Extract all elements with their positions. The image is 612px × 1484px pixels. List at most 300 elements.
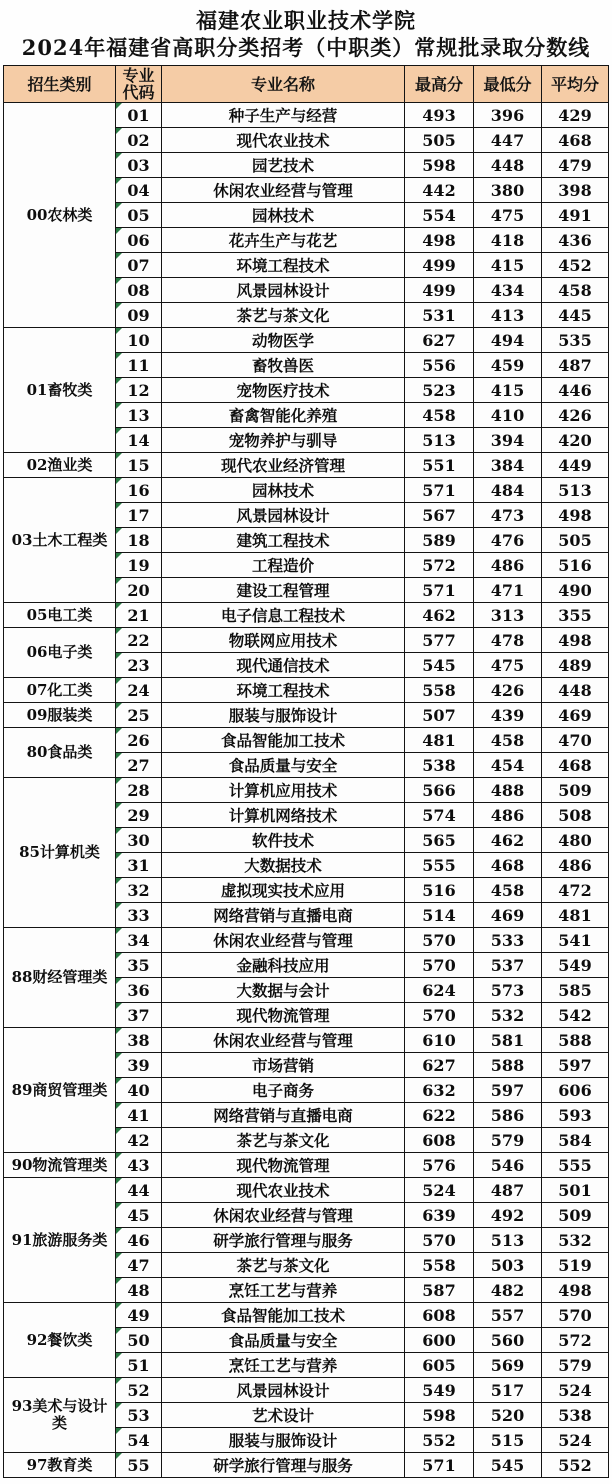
min-score-cell: 588: [474, 1053, 542, 1078]
major-name-cell: 虚拟现实技术应用: [162, 878, 405, 903]
max-score-cell: 493: [405, 103, 474, 128]
min-score-cell: 503: [474, 1253, 542, 1278]
max-score-cell: 600: [405, 1328, 474, 1353]
major-name-cell: 现代通信技术: [162, 653, 405, 678]
min-score-cell: 513: [474, 1228, 542, 1253]
col-header-max-score: 最高分: [405, 66, 474, 103]
min-score-cell: 384: [474, 453, 542, 478]
major-code-cell: 43: [116, 1153, 162, 1178]
table-row: [4, 928, 609, 953]
major-name-cell: 烹饪工艺与营养: [162, 1278, 405, 1303]
major-code-cell: 37: [116, 1003, 162, 1028]
max-score-cell: 572: [405, 553, 474, 578]
category-cell: 92餐饮类: [4, 1303, 116, 1378]
major-name-cell: 现代物流管理: [162, 1153, 405, 1178]
major-name-cell: 现代农业经济管理: [162, 453, 405, 478]
major-code-cell: 03: [116, 153, 162, 178]
major-code-cell: 01: [116, 103, 162, 128]
avg-score-cell: 469: [542, 703, 609, 728]
max-score-cell: 462: [405, 603, 474, 628]
major-code-cell: 12: [116, 378, 162, 403]
max-score-cell: 571: [405, 478, 474, 503]
major-name-cell: 电子信息工程技术: [162, 603, 405, 628]
major-code-cell: 41: [116, 1103, 162, 1128]
avg-score-cell: 541: [542, 928, 609, 953]
min-score-cell: 520: [474, 1403, 542, 1428]
table-row: [4, 1303, 609, 1328]
major-name-cell: 网络营销与直播电商: [162, 1103, 405, 1128]
max-score-cell: 538: [405, 753, 474, 778]
avg-score-cell: 472: [542, 878, 609, 903]
max-score-cell: 576: [405, 1153, 474, 1178]
min-score-cell: 454: [474, 753, 542, 778]
major-name-cell: 花卉生产与花艺: [162, 228, 405, 253]
max-score-cell: 605: [405, 1353, 474, 1378]
major-name-cell: 宠物养护与驯导: [162, 428, 405, 453]
min-score-cell: 476: [474, 528, 542, 553]
max-score-cell: 552: [405, 1428, 474, 1453]
major-name-cell: 金融科技应用: [162, 953, 405, 978]
major-code-cell: 26: [116, 728, 162, 753]
major-name-cell: 服装与服饰设计: [162, 703, 405, 728]
major-code-cell: 27: [116, 753, 162, 778]
category-cell: 05电工类: [4, 603, 116, 628]
avg-score-cell: 524: [542, 1428, 609, 1453]
major-name-cell: 食品质量与安全: [162, 753, 405, 778]
avg-score-cell: 588: [542, 1028, 609, 1053]
avg-score-cell: 572: [542, 1328, 609, 1353]
min-score-cell: 560: [474, 1328, 542, 1353]
max-score-cell: 499: [405, 278, 474, 303]
major-code-cell: 36: [116, 978, 162, 1003]
avg-score-cell: 555: [542, 1153, 609, 1178]
max-score-cell: 513: [405, 428, 474, 453]
major-code-cell: 21: [116, 603, 162, 628]
min-score-cell: 426: [474, 678, 542, 703]
min-score-cell: 439: [474, 703, 542, 728]
major-code-cell: 54: [116, 1428, 162, 1453]
max-score-cell: 507: [405, 703, 474, 728]
max-score-cell: 632: [405, 1078, 474, 1103]
major-name-cell: 种子生产与经营: [162, 103, 405, 128]
min-score-cell: 462: [474, 828, 542, 853]
major-name-cell: 大数据与会计: [162, 978, 405, 1003]
major-code-cell: 08: [116, 278, 162, 303]
avg-score-cell: 524: [542, 1378, 609, 1403]
min-score-cell: 579: [474, 1128, 542, 1153]
major-code-cell: 09: [116, 303, 162, 328]
major-name-cell: 畜牧兽医: [162, 353, 405, 378]
min-score-cell: 475: [474, 653, 542, 678]
min-score-cell: 586: [474, 1103, 542, 1128]
major-code-cell: 24: [116, 678, 162, 703]
major-code-cell: 25: [116, 703, 162, 728]
avg-score-cell: 486: [542, 853, 609, 878]
min-score-cell: 537: [474, 953, 542, 978]
max-score-cell: 499: [405, 253, 474, 278]
avg-score-cell: 490: [542, 578, 609, 603]
max-score-cell: 566: [405, 778, 474, 803]
min-score-cell: 475: [474, 203, 542, 228]
min-score-cell: 458: [474, 878, 542, 903]
table-row: [4, 453, 609, 478]
major-name-cell: 建筑工程技术: [162, 528, 405, 553]
category-cell: 09服装类: [4, 703, 116, 728]
category-cell: 02渔业类: [4, 453, 116, 478]
table-row: [4, 703, 609, 728]
min-score-cell: 458: [474, 728, 542, 753]
major-code-cell: 22: [116, 628, 162, 653]
category-cell: 00农林类: [4, 103, 116, 328]
avg-score-cell: 593: [542, 1103, 609, 1128]
avg-score-cell: 448: [542, 678, 609, 703]
max-score-cell: 598: [405, 1403, 474, 1428]
avg-score-cell: 489: [542, 653, 609, 678]
major-code-cell: 47: [116, 1253, 162, 1278]
major-name-cell: 计算机网络技术: [162, 803, 405, 828]
major-code-cell: 52: [116, 1378, 162, 1403]
max-score-cell: 481: [405, 728, 474, 753]
max-score-cell: 608: [405, 1303, 474, 1328]
max-score-cell: 558: [405, 1253, 474, 1278]
avg-score-cell: 449: [542, 453, 609, 478]
min-score-cell: 413: [474, 303, 542, 328]
major-name-cell: 园林技术: [162, 203, 405, 228]
col-header-avg-score: 平均分: [542, 66, 609, 103]
table-row: [4, 1378, 609, 1403]
major-code-cell: 28: [116, 778, 162, 803]
min-score-cell: 415: [474, 253, 542, 278]
min-score-cell: 482: [474, 1278, 542, 1303]
col-header-major-name: 专业名称: [162, 66, 405, 103]
avg-score-cell: 480: [542, 828, 609, 853]
min-score-cell: 468: [474, 853, 542, 878]
major-code-cell: 10: [116, 328, 162, 353]
major-code-cell: 06: [116, 228, 162, 253]
max-score-cell: 570: [405, 1228, 474, 1253]
min-score-cell: 469: [474, 903, 542, 928]
major-name-cell: 休闲农业经营与管理: [162, 178, 405, 203]
min-score-cell: 488: [474, 778, 542, 803]
avg-score-cell: 498: [542, 1278, 609, 1303]
major-code-cell: 29: [116, 803, 162, 828]
major-name-cell: 风景园林设计: [162, 503, 405, 528]
major-code-cell: 40: [116, 1078, 162, 1103]
avg-score-cell: 532: [542, 1228, 609, 1253]
max-score-cell: 570: [405, 1003, 474, 1028]
major-code-cell: 19: [116, 553, 162, 578]
major-name-cell: 烹饪工艺与营养: [162, 1353, 405, 1378]
category-cell: 90物流管理类: [4, 1153, 116, 1178]
avg-score-cell: 597: [542, 1053, 609, 1078]
major-code-cell: 53: [116, 1403, 162, 1428]
min-score-cell: 515: [474, 1428, 542, 1453]
major-name-cell: 物联网应用技术: [162, 628, 405, 653]
category-cell: 97教育类: [4, 1453, 116, 1478]
max-score-cell: 516: [405, 878, 474, 903]
avg-score-cell: 516: [542, 553, 609, 578]
major-name-cell: 研学旅行管理与服务: [162, 1228, 405, 1253]
max-score-cell: 627: [405, 1053, 474, 1078]
avg-score-cell: 519: [542, 1253, 609, 1278]
major-name-cell: 宠物医疗技术: [162, 378, 405, 403]
page-subtitle: 2024年福建省高职分类招考（中职类）常规批录取分数线: [21, 35, 591, 60]
table-row: [4, 478, 609, 503]
avg-score-cell: 470: [542, 728, 609, 753]
major-name-cell: 休闲农业经营与管理: [162, 928, 405, 953]
major-code-cell: 51: [116, 1353, 162, 1378]
table-row: [4, 778, 609, 803]
max-score-cell: 555: [405, 853, 474, 878]
min-score-cell: 313: [474, 603, 542, 628]
min-score-cell: 569: [474, 1353, 542, 1378]
max-score-cell: 639: [405, 1203, 474, 1228]
avg-score-cell: 549: [542, 953, 609, 978]
table-row: [4, 328, 609, 353]
max-score-cell: 577: [405, 628, 474, 653]
avg-score-cell: 570: [542, 1303, 609, 1328]
min-score-cell: 394: [474, 428, 542, 453]
min-score-cell: 434: [474, 278, 542, 303]
avg-score-cell: 491: [542, 203, 609, 228]
avg-score-cell: 584: [542, 1128, 609, 1153]
max-score-cell: 554: [405, 203, 474, 228]
max-score-cell: 571: [405, 1453, 474, 1478]
table-row: [4, 103, 609, 128]
major-name-cell: 食品智能加工技术: [162, 1303, 405, 1328]
major-code-cell: 30: [116, 828, 162, 853]
major-code-cell: 50: [116, 1328, 162, 1353]
major-name-cell: 现代物流管理: [162, 1003, 405, 1028]
major-code-cell: 33: [116, 903, 162, 928]
major-name-cell: 建设工程管理: [162, 578, 405, 603]
major-name-cell: 风景园林设计: [162, 1378, 405, 1403]
min-score-cell: 380: [474, 178, 542, 203]
major-code-cell: 42: [116, 1128, 162, 1153]
major-code-cell: 38: [116, 1028, 162, 1053]
col-header-category: 招生类别: [4, 66, 116, 103]
category-cell: 93美术与设计类: [4, 1378, 116, 1453]
major-name-cell: 计算机应用技术: [162, 778, 405, 803]
major-name-cell: 食品智能加工技术: [162, 728, 405, 753]
min-score-cell: 459: [474, 353, 542, 378]
max-score-cell: 458: [405, 403, 474, 428]
major-name-cell: 畜禽智能化养殖: [162, 403, 405, 428]
avg-score-cell: 505: [542, 528, 609, 553]
avg-score-cell: 479: [542, 153, 609, 178]
avg-score-cell: 542: [542, 1003, 609, 1028]
table-row: [4, 728, 609, 753]
max-score-cell: 567: [405, 503, 474, 528]
avg-score-cell: 468: [542, 753, 609, 778]
avg-score-cell: 509: [542, 1203, 609, 1228]
category-cell: 89商贸管理类: [4, 1028, 116, 1153]
min-score-cell: 415: [474, 378, 542, 403]
table-row: [4, 628, 609, 653]
admission-scores-table: [3, 65, 609, 1478]
max-score-cell: 622: [405, 1103, 474, 1128]
max-score-cell: 524: [405, 1178, 474, 1203]
major-code-cell: 39: [116, 1053, 162, 1078]
max-score-cell: 570: [405, 953, 474, 978]
major-code-cell: 32: [116, 878, 162, 903]
avg-score-cell: 446: [542, 378, 609, 403]
category-cell: 06电子类: [4, 628, 116, 678]
avg-score-cell: 498: [542, 628, 609, 653]
max-score-cell: 558: [405, 678, 474, 703]
avg-score-cell: 355: [542, 603, 609, 628]
major-code-cell: 46: [116, 1228, 162, 1253]
min-score-cell: 486: [474, 553, 542, 578]
avg-score-cell: 552: [542, 1453, 609, 1478]
major-name-cell: 市场营销: [162, 1053, 405, 1078]
avg-score-cell: 513: [542, 478, 609, 503]
major-name-cell: 大数据技术: [162, 853, 405, 878]
major-name-cell: 园林技术: [162, 478, 405, 503]
max-score-cell: 608: [405, 1128, 474, 1153]
major-name-cell: 茶艺与茶文化: [162, 1128, 405, 1153]
min-score-cell: 581: [474, 1028, 542, 1053]
major-code-cell: 49: [116, 1303, 162, 1328]
major-name-cell: 食品质量与安全: [162, 1328, 405, 1353]
avg-score-cell: 445: [542, 303, 609, 328]
major-name-cell: 动物医学: [162, 328, 405, 353]
min-score-cell: 545: [474, 1453, 542, 1478]
avg-score-cell: 398: [542, 178, 609, 203]
avg-score-cell: 452: [542, 253, 609, 278]
major-code-cell: 34: [116, 928, 162, 953]
max-score-cell: 556: [405, 353, 474, 378]
max-score-cell: 587: [405, 1278, 474, 1303]
avg-score-cell: 481: [542, 903, 609, 928]
min-score-cell: 532: [474, 1003, 542, 1028]
max-score-cell: 551: [405, 453, 474, 478]
major-name-cell: 园艺技术: [162, 153, 405, 178]
max-score-cell: 531: [405, 303, 474, 328]
min-score-cell: 447: [474, 128, 542, 153]
min-score-cell: 517: [474, 1378, 542, 1403]
major-name-cell: 休闲农业经营与管理: [162, 1203, 405, 1228]
max-score-cell: 570: [405, 928, 474, 953]
major-name-cell: 服装与服饰设计: [162, 1428, 405, 1453]
category-cell: 88财经管理类: [4, 928, 116, 1028]
major-name-cell: 软件技术: [162, 828, 405, 853]
avg-score-cell: 585: [542, 978, 609, 1003]
major-name-cell: 风景园林设计: [162, 278, 405, 303]
header-row: [4, 66, 609, 103]
major-code-cell: 02: [116, 128, 162, 153]
max-score-cell: 545: [405, 653, 474, 678]
max-score-cell: 598: [405, 153, 474, 178]
major-name-cell: 网络营销与直播电商: [162, 903, 405, 928]
min-score-cell: 471: [474, 578, 542, 603]
avg-score-cell: 535: [542, 328, 609, 353]
category-cell: 01畜牧类: [4, 328, 116, 453]
avg-score-cell: 487: [542, 353, 609, 378]
major-name-cell: 环境工程技术: [162, 253, 405, 278]
major-code-cell: 35: [116, 953, 162, 978]
major-code-cell: 23: [116, 653, 162, 678]
min-score-cell: 486: [474, 803, 542, 828]
major-code-cell: 14: [116, 428, 162, 453]
avg-score-cell: 509: [542, 778, 609, 803]
category-cell: 80食品类: [4, 728, 116, 778]
min-score-cell: 573: [474, 978, 542, 1003]
major-code-cell: 05: [116, 203, 162, 228]
avg-score-cell: 436: [542, 228, 609, 253]
max-score-cell: 549: [405, 1378, 474, 1403]
major-code-cell: 13: [116, 403, 162, 428]
page-title: 福建农业职业技术学院: [196, 8, 416, 33]
max-score-cell: 574: [405, 803, 474, 828]
major-code-cell: 48: [116, 1278, 162, 1303]
major-name-cell: 电子商务: [162, 1078, 405, 1103]
major-name-cell: 休闲农业经营与管理: [162, 1028, 405, 1053]
max-score-cell: 610: [405, 1028, 474, 1053]
table-row: [4, 1178, 609, 1203]
max-score-cell: 442: [405, 178, 474, 203]
major-code-cell: 04: [116, 178, 162, 203]
avg-score-cell: 579: [542, 1353, 609, 1378]
avg-score-cell: 468: [542, 128, 609, 153]
max-score-cell: 523: [405, 378, 474, 403]
avg-score-cell: 458: [542, 278, 609, 303]
avg-score-cell: 498: [542, 503, 609, 528]
major-name-cell: 工程造价: [162, 553, 405, 578]
major-name-cell: 现代农业技术: [162, 1178, 405, 1203]
min-score-cell: 478: [474, 628, 542, 653]
major-name-cell: 茶艺与茶文化: [162, 303, 405, 328]
major-code-cell: 31: [116, 853, 162, 878]
min-score-cell: 487: [474, 1178, 542, 1203]
min-score-cell: 448: [474, 153, 542, 178]
min-score-cell: 597: [474, 1078, 542, 1103]
min-score-cell: 546: [474, 1153, 542, 1178]
major-code-cell: 44: [116, 1178, 162, 1203]
max-score-cell: 498: [405, 228, 474, 253]
min-score-cell: 410: [474, 403, 542, 428]
major-code-cell: 18: [116, 528, 162, 553]
min-score-cell: 494: [474, 328, 542, 353]
col-header-min-score: 最低分: [474, 66, 542, 103]
table-row: [4, 603, 609, 628]
major-code-cell: 17: [116, 503, 162, 528]
table-row: [4, 1153, 609, 1178]
category-cell: 07化工类: [4, 678, 116, 703]
major-name-cell: 环境工程技术: [162, 678, 405, 703]
col-header-major-code: 专业代码: [116, 66, 162, 103]
min-score-cell: 492: [474, 1203, 542, 1228]
max-score-cell: 627: [405, 328, 474, 353]
avg-score-cell: 420: [542, 428, 609, 453]
category-cell: 85计算机类: [4, 778, 116, 928]
title-block: [0, 0, 612, 61]
major-name-cell: 现代农业技术: [162, 128, 405, 153]
min-score-cell: 396: [474, 103, 542, 128]
min-score-cell: 484: [474, 478, 542, 503]
major-code-cell: 16: [116, 478, 162, 503]
avg-score-cell: 426: [542, 403, 609, 428]
min-score-cell: 533: [474, 928, 542, 953]
max-score-cell: 505: [405, 128, 474, 153]
max-score-cell: 571: [405, 578, 474, 603]
max-score-cell: 565: [405, 828, 474, 853]
major-code-cell: 11: [116, 353, 162, 378]
major-name-cell: 艺术设计: [162, 1403, 405, 1428]
major-code-cell: 07: [116, 253, 162, 278]
major-code-cell: 45: [116, 1203, 162, 1228]
category-cell: 91旅游服务类: [4, 1178, 116, 1303]
